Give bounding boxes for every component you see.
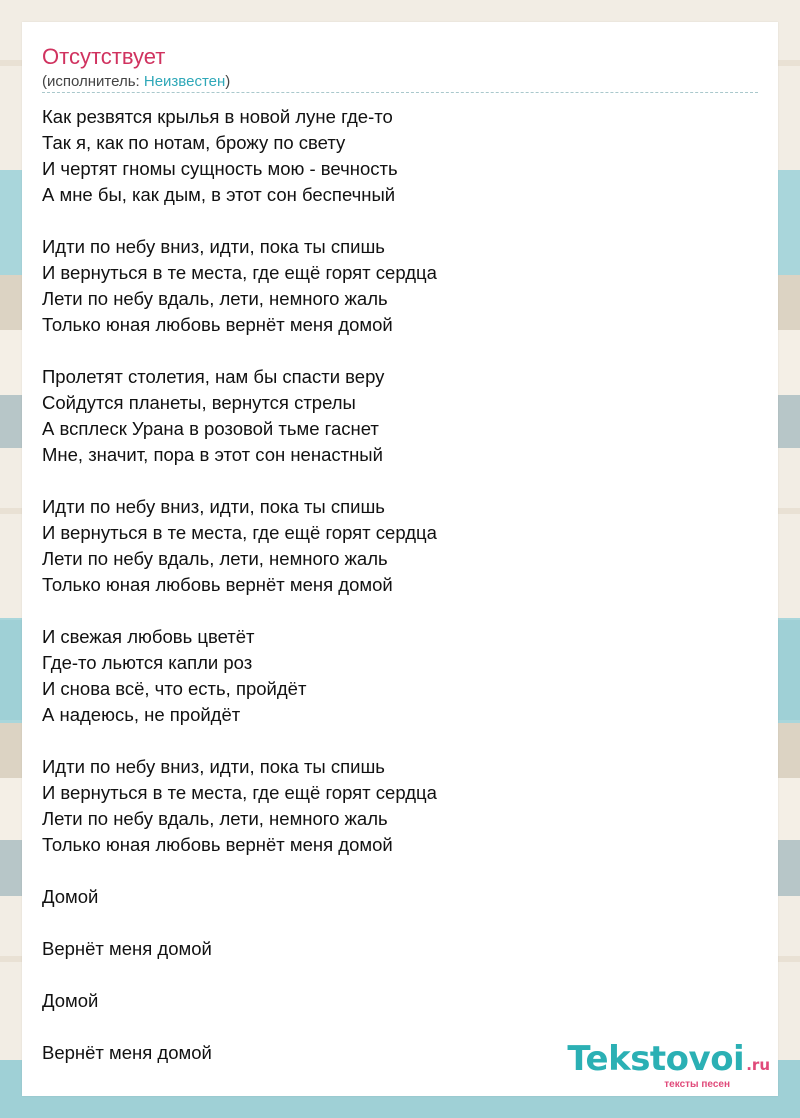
lyric-line: Где-то льются капли роз xyxy=(42,652,253,673)
lyric-line: Только юная любовь вернёт меня домой xyxy=(42,834,393,855)
stanza-gap xyxy=(42,858,742,884)
lyric-line: Пролетят столетия, нам бы спасти веру xyxy=(42,366,385,387)
lyric-line: Только юная любовь вернёт меня домой xyxy=(42,314,393,335)
stanza-gap xyxy=(42,208,742,234)
lyric-line: И вернуться в те места, где ещё горят сердца xyxy=(42,262,437,283)
divider xyxy=(42,92,758,93)
lyric-line: Домой xyxy=(42,886,99,907)
lyric-line: Домой xyxy=(42,990,99,1011)
stanza-gap xyxy=(42,468,742,494)
lyric-line: Идти по небу вниз, идти, пока ты спишь xyxy=(42,496,385,517)
lyric-line: Идти по небу вниз, идти, пока ты спишь xyxy=(42,236,385,257)
lyric-line: И снова всё, что есть, пройдёт xyxy=(42,678,307,699)
lyric-line: Так я, как по нотам, брожу по свету xyxy=(42,132,346,153)
stanza-gap xyxy=(42,1014,742,1040)
lyric-line: И свежая любовь цветёт xyxy=(42,626,255,647)
lyric-line: Лети по небу вдаль, лети, немного жаль xyxy=(42,288,388,309)
artist-prefix: (исполнитель: xyxy=(42,73,144,90)
artist-suffix: ) xyxy=(225,73,231,90)
logo-tagline: тексты песен xyxy=(664,1079,730,1090)
lyric-line: А мне бы, как дым, в этот сон беспечный xyxy=(42,184,396,205)
stanza-gap xyxy=(42,338,742,364)
lyric-line: И чертят гномы сущность мою - вечность xyxy=(42,158,398,179)
lyric-line: Как резвятся крылья в новой луне где-то xyxy=(42,106,393,127)
lyric-line: Мне, значит, пора в этот сон ненастный xyxy=(42,444,383,465)
stanza-gap xyxy=(42,910,742,936)
lyric-line: Только юная любовь вернёт меня домой xyxy=(42,574,393,595)
lyric-line: Сойдутся планеты, вернутся стрелы xyxy=(42,392,356,413)
lyric-line: Вернёт меня домой xyxy=(42,1042,212,1063)
logo-name: Tekstovoi xyxy=(567,1039,745,1079)
stanza-gap xyxy=(42,728,742,754)
song-title: Отсутствует xyxy=(42,44,166,69)
lyric-line: И вернуться в те места, где ещё горят сердца xyxy=(42,522,437,543)
lyrics-card xyxy=(22,22,778,1096)
logo-tld: .ru xyxy=(746,1056,770,1074)
lyric-line: Лети по небу вдаль, лети, немного жаль xyxy=(42,808,388,829)
lyric-line: А всплеск Урана в розовой тьме гаснет xyxy=(42,418,379,439)
artist-link[interactable]: Неизвестен xyxy=(143,73,226,90)
logo-wordmark xyxy=(567,1041,770,1083)
lyric-line: Вернёт меня домой xyxy=(42,938,212,959)
site-logo[interactable] xyxy=(567,1041,770,1090)
lyric-line: А надеюсь, не пройдёт xyxy=(42,704,241,725)
lyric-line: Идти по небу вниз, идти, пока ты спишь xyxy=(42,756,385,777)
artist-line xyxy=(42,72,230,92)
lyrics-body xyxy=(42,104,742,1066)
stanza-gap xyxy=(42,962,742,988)
lyric-line: И вернуться в те места, где ещё горят сердца xyxy=(42,782,437,803)
stanza-gap xyxy=(42,598,742,624)
lyric-line: Лети по небу вдаль, лети, немного жаль xyxy=(42,548,388,569)
